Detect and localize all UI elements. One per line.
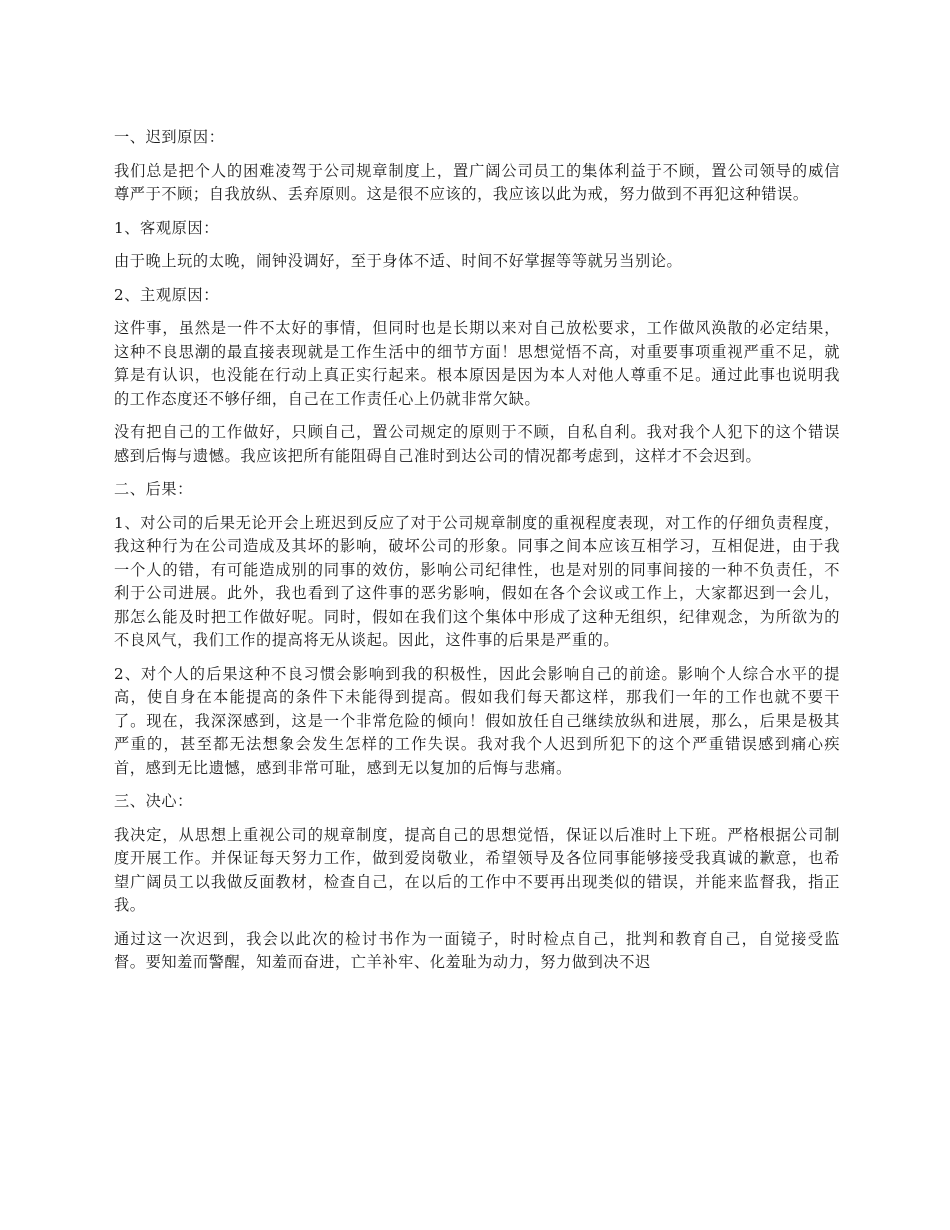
paragraph-objective: 由于晚上玩的太晚，闹钟没调好，至于身体不适、时间不好掌握等等就另当别论。 [114,252,683,270]
paragraph-company-consequences: 1、对公司的后果无论开会上班迟到反应了对于公司规章制度的重视程度表现，对工作的仔细负责程度，我这种行为在公司造成及其坏的影响，破坏公司的形象。同事之间本应该互相学习，互相促进，由于我一个人的错，有可能造成别的同事的效仿，影响公司纪律性，也是对别的同事间接的一种不负责任，不利于公司进展。此外，我也看到了这件事的恶劣影响，假如在各个会议或工作上，大家都迟到一会儿，那怎么能及时把工作做好呢。同时，假如在我们这个集体中形成了这种无组织，纪律观念，为所欲为的不良风气，我们工作的提高将无从谈起。因此，这件事的后果是严重的。 [114,513,840,649]
heading-consequences: 二、后果： [114,480,193,498]
paragraph-intro: 我们总是把个人的困难凌驾于公司规章制度上，置广阔公司员工的集体利益于不顾，置公司领导的威信尊严于不顾；自我放纵、丢弃原则。这是很不应该的，我应该以此为戒，努力做到不再犯这种错误。 [114,161,840,203]
heading-objective-reasons: 1、客观原因： [114,218,219,237]
heading-subjective-reasons: 2、主观原因： [114,285,219,304]
heading-resolution: 三、决心： [114,792,193,810]
document-body [114,126,840,985]
paragraph-subjective-1: 这件事，虽然是一件不太好的事情，但同时也是长期以来对自己放松要求，工作做风涣散的必定结果，这种不良思潮的最直接表现就是工作生活中的细节方面！思想觉悟不高，对重要事项重视严重不足，就算是有认识，也没能在行动上真正实行起来。根本原因是因为本人对他人尊重不足。通过此事也说明我的工作态度还不够仔细，自己在工作责任心上仍就非常欠缺。 [114,319,840,408]
paragraph-closing: 通过这一次迟到，我会以此次的检讨书作为一面镜子，时时检点自己，批判和教育自己，自觉接受监督。要知羞而警醒，知羞而奋进，亡羊补牢、化羞耻为动力，努力做到决不迟 [114,929,840,971]
paragraph-personal-consequences: 2、对个人的后果这种不良习惯会影响到我的积极性，因此会影响自己的前途。影响个人综合水平的提高，使自身在本能提高的条件下未能得到提高。假如我们每天都这样，那我们一年的工作也就不要干了。现在，我深深感到，这是一个非常危险的倾向！假如放任自己继续放纵和进展，那么，后果是极其严重的，甚至都无法想象会发生怎样的工作失误。我对我个人迟到所犯下的这个严重错误感到痛心疾首，感到无比遗憾，感到非常可耻，感到无以复加的后悔与悲痛。 [114,664,840,777]
heading-lateness-reasons: 一、迟到原因： [114,128,225,146]
paragraph-subjective-2: 没有把自己的工作做好，只顾自己，置公司规定的原则于不顾，自私自利。我对我个人犯下的这个错误感到后悔与遗憾。我应该把所有能阻碍自己准时到达公司的情况都考虑到，这样才不会迟到。 [114,423,840,465]
paragraph-resolution: 我决定，从思想上重视公司的规章制度，提高自己的思想觉悟，保证以后准时上下班。严格根据公司制度开展工作。并保证每天努力工作，做到爱岗敬业，希望领导及各位同事能够接受我真诚的歉意，也希望广阔员工以我做反面教材，检查自己，在以后的工作中不要再出现类似的错误，并能来监督我，指正我。 [114,825,840,914]
